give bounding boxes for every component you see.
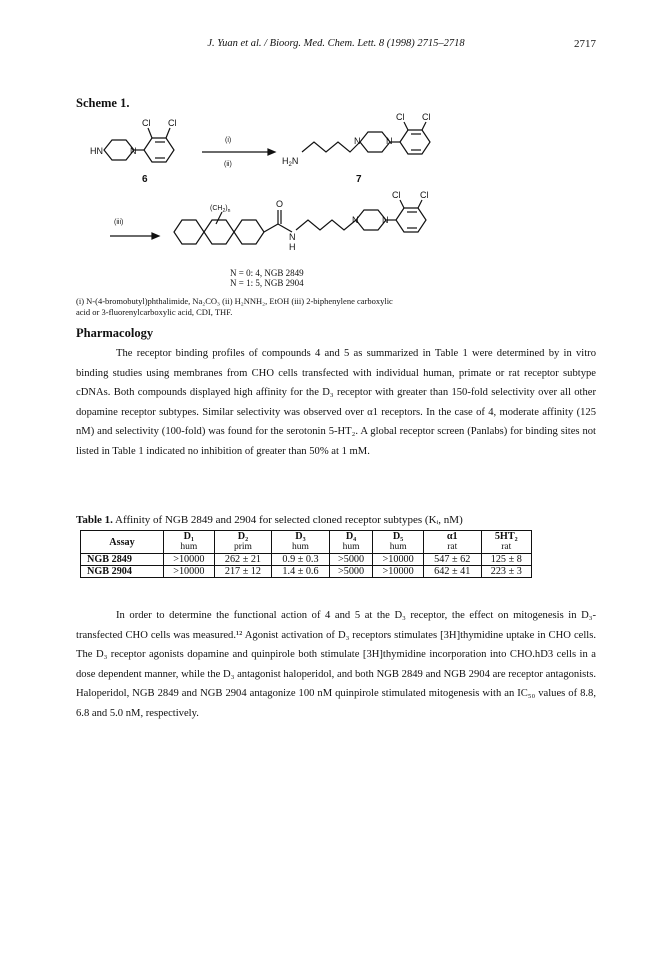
column-header: D₄ hum [329,531,373,554]
table-caption [76,514,463,526]
table-caption-text: Affinity of NGB 2849 and 2904 for selected cloned receptor subtypes (Kᵢ, nM) [115,514,463,526]
table-cell: NGB 2904 [81,566,164,578]
table-cell: 262 ± 21 [214,554,272,566]
paragraph-text: In order to determine the functional action of 4 and 5 at the D₃ receptor, the effect on mitogenesis in D₃-transfected CHO cells was measured.¹² Agonist activation of D₃ receptors stimulates [3H]thymidine uptake in CHO cells. The D₃ receptor agonists dopamine and quinpirole both stimulate [3H]thymidine incorporation into CHO.hD3 cells in a dose dependent manner, while the D₃ antagonist haloperidol, and both NGB 2849 and NGB 2904 are receptor antagonists. Haloperidol, NGB 2849 and NGB 2904 antagonize 100 nM quinpirole stimulated mitogenesis with an IC₅₀ values of 8.8, 6.8 and 5.0 nM, respectively. [76,610,596,719]
footnote-line: acid or 3-fluorenylcarboxylic acid, CDI, THF. [76,306,233,317]
step-iii-label: (iii) [114,219,124,226]
table-row [81,566,532,578]
atom-cl: Cl [396,112,405,122]
column-header: α1 rat [423,531,481,554]
atom-h2n: $H_2N$ [282,156,299,168]
butyl-chain [302,142,360,152]
compound-7-label: 7 [356,174,362,185]
column-header: D₁ hum [164,531,215,554]
table-cell: >10000 [164,566,215,578]
atom-n: N [289,232,296,242]
table-cell: 0.9 ± 0.3 [272,554,330,566]
step-ii-label: (ii) [224,161,232,168]
atom-n: N [382,215,389,225]
column-header: D₅ hum [373,531,424,554]
table-cell: 642 ± 41 [423,566,481,578]
table-header-row [81,531,532,554]
atom-cl: Cl [168,118,177,128]
table-caption-label: Table 1. [76,514,113,526]
table-cell: >10000 [373,554,424,566]
atom-n: N [352,215,359,225]
table-cell: 125 ± 8 [481,554,531,566]
table-cell: >5000 [329,566,373,578]
atom-n: N [386,136,393,146]
compound-legend-1: N = 0: 4, NGB 2849 [230,268,304,278]
scheme-title: Scheme 1. [76,96,130,110]
atom-cl: Cl [142,118,151,128]
section-heading: Pharmacology [76,326,154,340]
atom-n: N [130,146,137,156]
column-header: D₃ hum [272,531,330,554]
paragraph [76,344,596,462]
atom-cl: Cl [422,112,431,122]
page-number: 2717 [574,38,596,50]
table-cell: 217 ± 12 [214,566,272,578]
atom-hn: HN [90,146,103,156]
running-head: J. Yuan et al. / Bioorg. Med. Chem. Lett. 8 (1998) 2715–2718 [207,38,465,49]
atom-h: H [289,242,296,252]
table-row [81,554,532,566]
table-cell: >10000 [164,554,215,566]
atom-o: O [276,199,284,209]
paragraph-text: The receptor binding profiles of compounds 4 and 5 as summarized in Table 1 were determined by in vitro binding studies using membranes from CHO cells transfected with individual human, primate or rat receptor subtype cDNAs. Both compounds displayed high affinity for the D₃ receptor with greater than 150-fold selectivity over all other dopamine receptor subtypes. Similar selectivity was observed over α1 receptors. In the case of 4, moderate affinity (125 nM) and selectivity (100-fold) was found for the serotonin 5-HT₂. A global receptor screen (Panlabs) for binding sites not listed in Table 1 indicated no inhibition of greater than 50% at 1 mM. [76,348,596,457]
table-cell: 1.4 ± 0.6 [272,566,330,578]
atom-n: N [354,136,361,146]
page-header [0,38,672,54]
atom-cl: Cl [392,190,401,200]
table-cell: NGB 2849 [81,554,164,566]
table-cell: 223 ± 3 [481,566,531,578]
aryl-ring-left [174,220,204,244]
column-header: Assay [81,531,164,554]
table-cell: >10000 [373,566,424,578]
ch2-n-label: $(CH_2)_n$ [210,205,231,214]
footnote-line: (i) N-(4-bromobutyl)phthalimide, Na₂CO₃ (ii) H₂NNH₂, EtOH (iii) 2-biphenylene carboxylic [76,296,393,306]
table-cell: >5000 [329,554,373,566]
column-header: D₂ prim [214,531,272,554]
reaction-scheme [70,112,490,262]
affinity-table [80,530,532,578]
step-i-label: (i) [225,137,232,144]
column-header: 5HT₂ rat [481,531,531,554]
compound-legend-2: N = 1: 5, NGB 2904 [230,278,304,288]
paragraph [76,606,596,724]
aryl-ring-right [234,220,264,244]
table-cell: 547 ± 62 [423,554,481,566]
scheme-footnote [76,296,596,317]
atom-cl: Cl [420,190,429,200]
compound-6-label: 6 [142,174,148,185]
